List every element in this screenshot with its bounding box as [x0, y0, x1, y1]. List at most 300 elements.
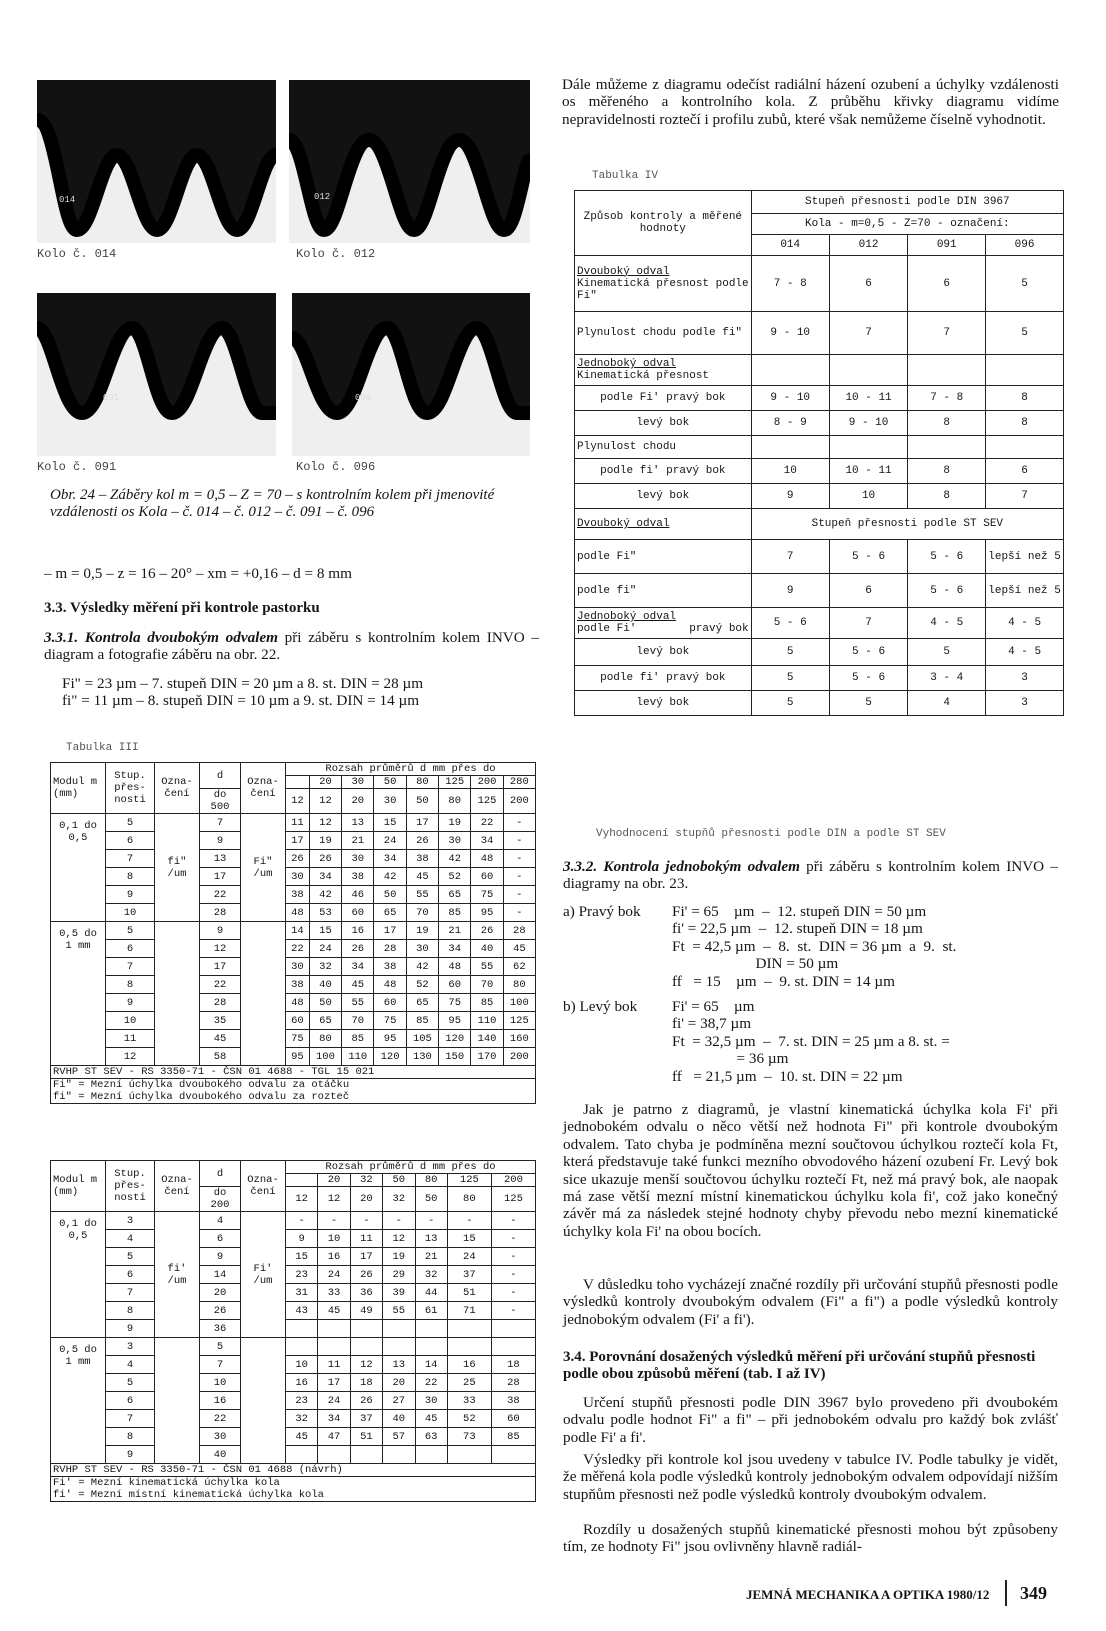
formula-line: fi' = 22,5 µm – 12. stupeň DIN = 18 µm	[672, 920, 923, 938]
value-cell: 42	[406, 958, 438, 976]
group-title: Dvouboký odval	[577, 265, 670, 278]
value-cell: 22	[415, 1374, 447, 1392]
value-cell: 75	[471, 886, 503, 904]
table-header-row	[51, 1161, 536, 1174]
table-row	[51, 1048, 536, 1066]
value-cell: 5	[986, 312, 1064, 355]
value-cell: 19	[383, 1248, 415, 1266]
grade-cell: 10	[106, 1012, 155, 1030]
d-value-cell: 13	[200, 850, 241, 868]
table-row	[575, 459, 1064, 484]
table-row	[51, 814, 536, 832]
value-cell: 7 - 8	[751, 256, 829, 312]
table-source: RVHP ST SEV - RS 3350-71 - ČSN 01 4688 - TGL 15 021	[51, 1066, 536, 1079]
value-cell: 5 - 6	[829, 540, 908, 574]
value-cell: 11	[318, 1356, 350, 1374]
d-value-cell: 10	[200, 1374, 241, 1392]
table-row	[575, 484, 1064, 509]
table-caption: Tabulka IV	[592, 170, 659, 182]
wheel-id: 096	[986, 235, 1064, 256]
value-cell: 62	[503, 958, 535, 976]
formula-line: Fi" = 23 µm – 7. stupeň DIN = 20 µm a 8. st. DIN = 28 µm	[62, 675, 424, 692]
value-cell: 70	[471, 976, 503, 994]
formula-line: Ft = 42,5 µm – 8. st. DIN = 36 µm a 9. st.	[672, 937, 957, 955]
table-row	[51, 832, 536, 850]
value-cell: 6	[986, 459, 1064, 484]
value-cell: 50	[374, 886, 406, 904]
header-range-upper: 50	[374, 776, 406, 789]
header-d-range: do 200	[200, 1187, 241, 1212]
figure-formula: – m = 0,5 – z = 16 – 20° – xm = +0,16 – d = 8 mm	[44, 565, 352, 582]
d-value-cell: 9	[200, 832, 241, 850]
value-cell: 38	[342, 868, 374, 886]
value-cell: 10	[751, 459, 829, 484]
formula-line: fi' = 38,7 µm	[672, 1015, 752, 1033]
table-row	[51, 1356, 536, 1374]
legend-line: fi' = Mezní místní kinematická úchylka kola	[53, 1489, 324, 1501]
value-cell: 7	[986, 484, 1064, 509]
value-cell	[751, 436, 829, 459]
empty-cell	[986, 355, 1064, 386]
value-cell: 61	[415, 1302, 447, 1320]
value-cell: 15	[447, 1230, 491, 1248]
table-caption: Tabulka III	[66, 742, 139, 754]
header-range-lower: 125	[491, 1187, 535, 1212]
table-row	[575, 386, 1064, 411]
d-value-cell: 58	[200, 1048, 241, 1066]
header-modul: Modul m (mm)	[51, 1161, 106, 1212]
value-cell: -	[491, 1248, 535, 1266]
value-cell	[286, 1446, 318, 1464]
grade-cell: 5	[106, 922, 155, 940]
value-cell: 30	[406, 940, 438, 958]
table-legend-row	[51, 1079, 536, 1104]
value-cell: 37	[350, 1410, 382, 1428]
value-cell	[286, 1320, 318, 1338]
value-cell	[383, 1320, 415, 1338]
d-value-cell: 28	[200, 904, 241, 922]
value-cell: 16	[286, 1374, 318, 1392]
formula-line: Fi' = 65 µm – 12. stupeň DIN = 50 µm	[672, 903, 927, 920]
table-row	[575, 574, 1064, 608]
header-range-upper: 200	[491, 1174, 535, 1187]
d-value-cell: 9	[200, 1248, 241, 1266]
symbol-cell	[155, 1338, 200, 1464]
table-header-row	[51, 763, 536, 776]
grade-cell: 6	[106, 832, 155, 850]
header-d: d	[200, 1161, 241, 1187]
value-cell: 110	[342, 1048, 374, 1066]
row-label	[575, 608, 752, 639]
value-cell: 55	[471, 958, 503, 976]
value-cell: 13	[342, 814, 374, 832]
value-cell: 39	[383, 1284, 415, 1302]
table-legend	[51, 1079, 536, 1104]
value-cell	[318, 1338, 350, 1356]
table-legend-row	[51, 1477, 536, 1502]
value-cell: 51	[350, 1428, 382, 1446]
value-cell: 12	[350, 1356, 382, 1374]
value-cell: 4 - 5	[986, 608, 1064, 639]
subsection-title: 3.3.1. Kontrola dvoubokým odvalem	[44, 629, 278, 646]
header-range-upper: 80	[406, 776, 438, 789]
formula-line: = 36 µm	[672, 1050, 789, 1068]
value-cell: 5 - 6	[829, 666, 908, 691]
flank-label: podle Fi' pravý bok	[577, 623, 749, 635]
gear-photo-096	[292, 293, 530, 456]
flank-label: podle fi' pravý bok	[575, 666, 752, 691]
value-cell: 43	[286, 1302, 318, 1320]
grade-cell: 4	[106, 1230, 155, 1248]
value-cell: 12	[383, 1230, 415, 1248]
value-cell: 150	[439, 1048, 471, 1066]
value-cell: 49	[350, 1302, 382, 1320]
grade-cell: 10	[106, 904, 155, 922]
value-cell: 65	[309, 1012, 341, 1030]
value-cell: 31	[286, 1284, 318, 1302]
value-cell: 5	[829, 691, 908, 716]
value-cell: 30	[286, 958, 310, 976]
d-value-cell: 17	[200, 958, 241, 976]
value-cell: 42	[309, 886, 341, 904]
header-range-upper: 20	[318, 1174, 350, 1187]
value-cell: 32	[415, 1266, 447, 1284]
value-cell: 85	[471, 994, 503, 1012]
symbol-cell: fi" /um	[155, 814, 200, 922]
value-cell: -	[383, 1212, 415, 1230]
table-row	[51, 1230, 536, 1248]
value-cell: 45	[503, 940, 535, 958]
header-range-upper: 30	[342, 776, 374, 789]
grade-cell: 7	[106, 958, 155, 976]
table-row	[51, 1320, 536, 1338]
value-cell: 45	[342, 976, 374, 994]
formula-line: ff = 21,5 µm – 10. st. DIN = 22 µm	[672, 1067, 903, 1085]
value-cell: 30	[439, 832, 471, 850]
value-cell: 38	[406, 850, 438, 868]
table-row	[51, 904, 536, 922]
table-row	[51, 940, 536, 958]
value-cell: 14	[415, 1356, 447, 1374]
value-cell: 26	[342, 940, 374, 958]
header-sev: Stupeň přesnosti podle ST SEV	[751, 509, 1063, 540]
table-row	[51, 994, 536, 1012]
value-cell: 5	[751, 639, 829, 666]
section-paragraph	[563, 858, 1058, 893]
value-cell: 10	[286, 1356, 318, 1374]
value-cell: 60	[471, 868, 503, 886]
value-cell: 40	[309, 976, 341, 994]
value-cell: 3	[986, 666, 1064, 691]
grade-cell: 9	[106, 994, 155, 1012]
header-range-upper	[286, 1174, 318, 1187]
value-cell: 26	[350, 1392, 382, 1410]
table-row	[575, 639, 1064, 666]
value-cell: 10	[318, 1230, 350, 1248]
value-cell: 3	[986, 691, 1064, 716]
table-row	[575, 411, 1064, 436]
header-rozsah: Rozsah průměrů d mm přes do	[286, 763, 536, 776]
value-cell: 5	[986, 256, 1064, 312]
value-cell: 85	[406, 1012, 438, 1030]
table-row	[51, 1410, 536, 1428]
value-cell: 7	[908, 312, 986, 355]
value-cell: 30	[342, 850, 374, 868]
value-cell: 45	[286, 1428, 318, 1446]
value-cell: 3 - 4	[908, 666, 986, 691]
value-cell: 17	[318, 1374, 350, 1392]
table-row	[51, 922, 536, 940]
photo-mark: 091	[103, 393, 120, 403]
value-cell: 33	[318, 1284, 350, 1302]
row-label: Plynulost chodu	[575, 436, 752, 459]
d-value-cell: 40	[200, 1446, 241, 1464]
value-cell: 5 - 6	[751, 608, 829, 639]
value-cell: 8 - 9	[751, 411, 829, 436]
flank-label: b) Levý bok	[563, 998, 638, 1015]
value-cell	[491, 1320, 535, 1338]
d-value-cell: 20	[200, 1284, 241, 1302]
value-cell: 24	[318, 1392, 350, 1410]
value-cell: 73	[447, 1428, 491, 1446]
d-value-cell: 36	[200, 1320, 241, 1338]
header-oznaceni: Ozna-čení	[241, 1161, 286, 1212]
value-cell: 45	[406, 868, 438, 886]
d-value-cell: 28	[200, 994, 241, 1012]
value-cell: 80	[309, 1030, 341, 1048]
grade-cell: 8	[106, 976, 155, 994]
value-cell: 23	[286, 1266, 318, 1284]
table-source: RVHP ST SEV - RS 3350-71 - ČSN 01 4688 (návrh)	[51, 1464, 536, 1477]
d-value-cell: 35	[200, 1012, 241, 1030]
value-cell: 110	[471, 1012, 503, 1030]
d-value-cell: 30	[200, 1428, 241, 1446]
modul-cell: 0,5 do 1 mm	[51, 922, 106, 1066]
value-cell: 7 - 8	[908, 386, 986, 411]
value-cell: 38	[491, 1392, 535, 1410]
formula-block-left-flank	[672, 998, 1062, 1085]
table-row	[51, 958, 536, 976]
value-cell: 42	[374, 868, 406, 886]
value-cell: 5	[908, 639, 986, 666]
header-modul: Modul m (mm)	[51, 763, 106, 814]
value-cell: 40	[471, 940, 503, 958]
value-cell: 38	[286, 886, 310, 904]
grade-cell: 6	[106, 940, 155, 958]
value-cell: 17	[286, 832, 310, 850]
table-legend	[51, 1477, 536, 1502]
header-range-lower: 125	[471, 789, 503, 814]
value-cell: -	[503, 886, 535, 904]
value-cell	[447, 1320, 491, 1338]
d-value-cell: 7	[200, 1356, 241, 1374]
value-cell: 75	[374, 1012, 406, 1030]
formula-line: Ft = 32,5 µm – 7. st. DIN = 25 µm a 8. st. =	[672, 1032, 950, 1050]
d-value-cell: 4	[200, 1212, 241, 1230]
value-cell: 26	[471, 922, 503, 940]
value-cell: 17	[350, 1248, 382, 1266]
value-cell: 7	[829, 312, 908, 355]
value-cell: 53	[309, 904, 341, 922]
empty-cell	[751, 355, 829, 386]
table-row	[51, 1392, 536, 1410]
table-row	[51, 1012, 536, 1030]
d-value-cell: 7	[200, 814, 241, 832]
header-range-lower: 20	[350, 1187, 382, 1212]
value-cell: 38	[286, 976, 310, 994]
value-cell: 12	[309, 814, 341, 832]
value-cell: 75	[286, 1030, 310, 1048]
value-cell: -	[503, 868, 535, 886]
value-cell: 36	[350, 1284, 382, 1302]
formula-line: Fi' = 65 µm	[672, 998, 755, 1015]
value-cell: 37	[447, 1266, 491, 1284]
value-cell: 60	[439, 976, 471, 994]
photo-mark: 012	[314, 192, 331, 202]
value-cell: 60	[342, 904, 374, 922]
grade-cell: 8	[106, 1428, 155, 1446]
value-cell: 200	[503, 1048, 535, 1066]
grade-cell: 5	[106, 1374, 155, 1392]
modul-cell: 0,1 do 0,5	[51, 1212, 106, 1338]
value-cell: 22	[286, 940, 310, 958]
header-range-lower: 32	[383, 1187, 415, 1212]
value-cell: 57	[383, 1428, 415, 1446]
d-value-cell: 9	[200, 922, 241, 940]
table-row	[51, 1284, 536, 1302]
value-cell: 120	[374, 1048, 406, 1066]
flank-label: levý bok	[575, 484, 752, 509]
group-title: Jednoboký odval	[577, 611, 677, 623]
value-cell: 34	[318, 1410, 350, 1428]
value-cell: 7	[751, 540, 829, 574]
value-cell: 42	[439, 850, 471, 868]
table-row	[575, 540, 1064, 574]
value-cell	[318, 1446, 350, 1464]
value-cell: -	[503, 904, 535, 922]
table-row	[51, 1374, 536, 1392]
value-cell: 47	[318, 1428, 350, 1446]
photo-caption-096: Kolo č. 096	[296, 460, 376, 474]
header-range-upper: 280	[503, 776, 535, 789]
header-range-lower: 50	[415, 1187, 447, 1212]
value-cell: 60	[491, 1410, 535, 1428]
photo-mark: 096	[355, 393, 372, 403]
gear-photo-012	[289, 80, 530, 243]
d-value-cell: 22	[200, 1410, 241, 1428]
header-range-lower: 200	[503, 789, 535, 814]
value-cell: 80	[503, 976, 535, 994]
flank-label: levý bok	[575, 411, 752, 436]
group-title: Jednoboký odval	[577, 358, 677, 370]
grade-cell: 12	[106, 1048, 155, 1066]
d-value-cell: 5	[200, 1338, 241, 1356]
value-cell: 7	[829, 608, 908, 639]
value-cell: 18	[491, 1356, 535, 1374]
value-cell: 34	[309, 868, 341, 886]
header-din: Stupeň přesnosti podle DIN 3967	[751, 191, 1063, 214]
table-iv	[574, 190, 1064, 716]
value-cell: 160	[503, 1030, 535, 1048]
symbol-cell	[241, 1338, 286, 1464]
value-cell: 33	[447, 1392, 491, 1410]
value-cell	[986, 436, 1064, 459]
legend-line: Fi" = Mezní úchylka dvoubokého odvalu za otáčku	[53, 1079, 350, 1091]
value-cell: 9 - 10	[829, 411, 908, 436]
value-cell: 22	[471, 814, 503, 832]
value-cell	[415, 1338, 447, 1356]
value-cell: 23	[286, 1392, 318, 1410]
value-cell	[383, 1338, 415, 1356]
header-range-upper	[286, 776, 310, 789]
formula-line: DIN = 50 µm	[672, 955, 839, 973]
photo-caption-091: Kolo č. 091	[37, 460, 117, 474]
section-paragraph	[44, 629, 539, 664]
value-cell	[491, 1338, 535, 1356]
value-cell: -	[491, 1302, 535, 1320]
table-header-row	[575, 191, 1064, 214]
grade-cell: 6	[106, 1392, 155, 1410]
table-source-row	[51, 1464, 536, 1477]
header-oznaceni: Ozna-čení	[241, 763, 286, 814]
table-row	[51, 1212, 536, 1230]
value-cell: 19	[439, 814, 471, 832]
value-cell: 26	[309, 850, 341, 868]
value-cell: 5	[751, 666, 829, 691]
grade-cell: 7	[106, 1410, 155, 1428]
d-value-cell: 17	[200, 868, 241, 886]
value-cell: 27	[383, 1392, 415, 1410]
value-cell: 15	[309, 922, 341, 940]
value-cell: 4 - 5	[986, 639, 1064, 666]
value-cell: 65	[439, 886, 471, 904]
grade-cell: 11	[106, 1030, 155, 1048]
figure-caption: Obr. 24 – Záběry kol m = 0,5 – Z = 70 – s kontrolním kolem při jmenovité vzdálenosti os Kola – č. 014 – č. 012 – č. 091 – č. 096	[50, 487, 495, 520]
d-value-cell: 26	[200, 1302, 241, 1320]
value-cell: 18	[350, 1374, 382, 1392]
value-cell: 140	[471, 1030, 503, 1048]
value-cell: 8	[908, 484, 986, 509]
value-cell	[447, 1338, 491, 1356]
value-cell: 5 - 6	[829, 639, 908, 666]
value-cell: -	[491, 1266, 535, 1284]
value-cell: 95	[439, 1012, 471, 1030]
journal-footer: JEMNÁ MECHANIKA A OPTIKA 1980/12	[746, 1587, 990, 1602]
grade-cell: 7	[106, 1284, 155, 1302]
grade-cell: 5	[106, 814, 155, 832]
value-cell: 15	[374, 814, 406, 832]
value-cell: 65	[374, 904, 406, 922]
header-range-upper: 80	[415, 1174, 447, 1187]
value-cell: 70	[342, 1012, 374, 1030]
table-row	[575, 691, 1064, 716]
header-range-upper: 32	[350, 1174, 382, 1187]
header-range-upper: 125	[447, 1174, 491, 1187]
value-cell: 24	[309, 940, 341, 958]
value-cell	[350, 1338, 382, 1356]
subsection-title: 3.3.2. Kontrola jednobokým odvalem	[563, 858, 800, 875]
value-cell: 9 - 10	[751, 386, 829, 411]
value-cell: -	[318, 1212, 350, 1230]
value-cell: 21	[439, 922, 471, 940]
legend-line: Fi' = Mezní kinematická úchylka kola	[53, 1477, 280, 1489]
value-cell: 9	[751, 484, 829, 509]
value-cell: 14	[286, 922, 310, 940]
value-cell: 85	[439, 904, 471, 922]
value-cell: -	[415, 1212, 447, 1230]
table-row	[51, 868, 536, 886]
legend-line: fi" = Mezní úchylka dvoubokého odvalu za rozteč	[53, 1091, 350, 1103]
